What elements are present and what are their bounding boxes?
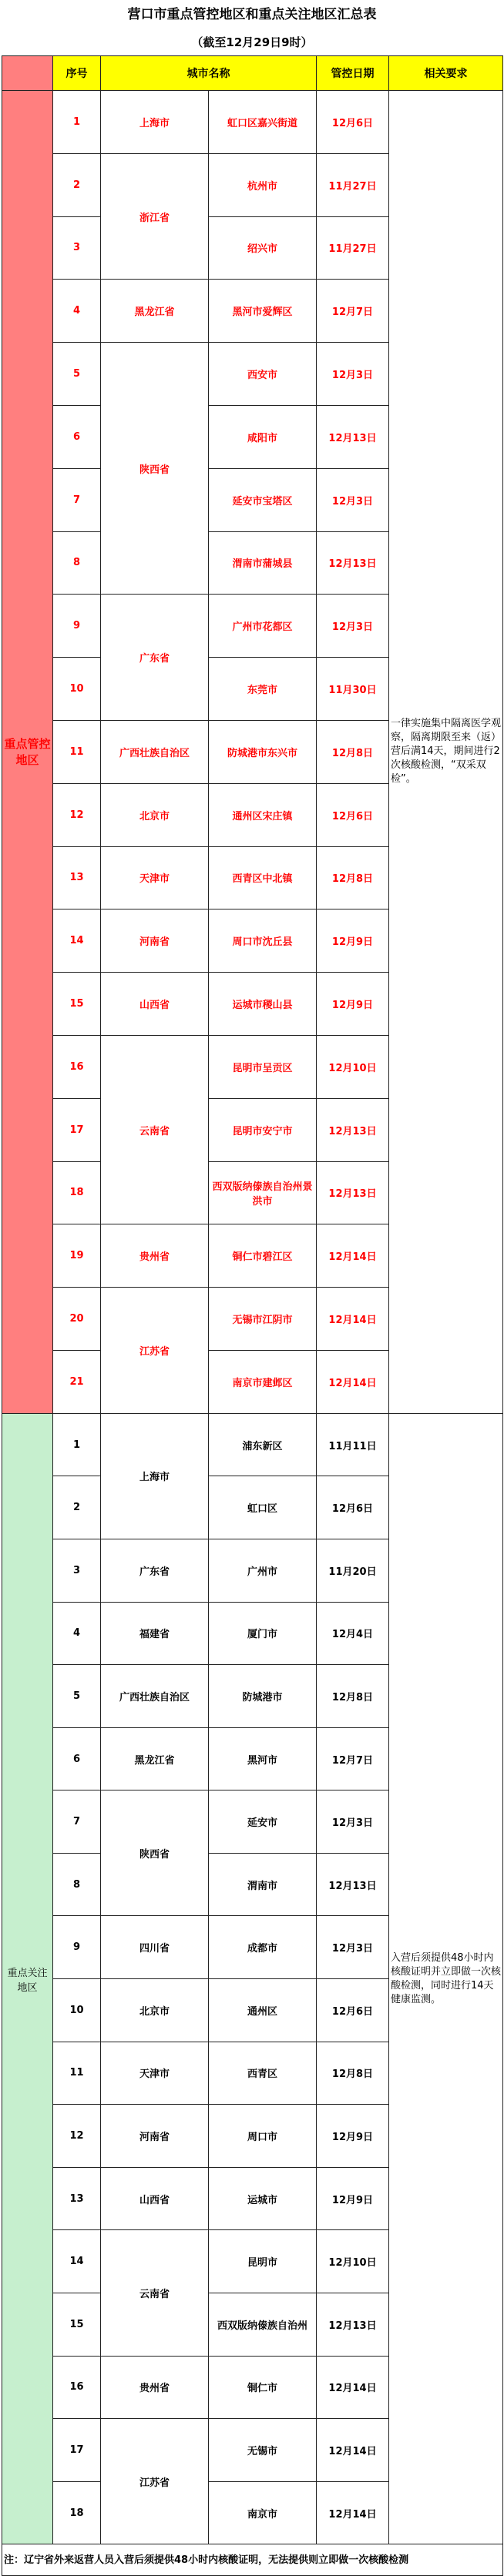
date-cell: 12月4日	[317, 1602, 389, 1665]
row-number: 12	[53, 783, 101, 846]
row-number: 20	[53, 1288, 101, 1351]
city-cell: 厦门市	[209, 1602, 317, 1665]
city-cell: 周口市	[209, 2105, 317, 2168]
city-cell: 咸阳市	[209, 405, 317, 468]
city-cell: 西双版纳傣族自治州景洪市	[209, 1161, 317, 1224]
date-cell: 12月6日	[317, 1476, 389, 1539]
city-cell: 西青区	[209, 2042, 317, 2105]
row-number: 10	[53, 658, 101, 721]
header-city: 城市名称	[101, 56, 317, 91]
date-cell: 11月27日	[317, 216, 389, 280]
province-cell: 广西壮族自治区	[101, 1665, 209, 1728]
city-cell: 南京市建邺区	[209, 1350, 317, 1413]
date-cell: 12月14日	[317, 1224, 389, 1288]
date-cell: 12月10日	[317, 2230, 389, 2293]
date-cell: 12月13日	[317, 1853, 389, 1916]
date-cell: 12月3日	[317, 1790, 389, 1854]
date-cell: 12月9日	[317, 909, 389, 973]
city-cell: 黑河市爱辉区	[209, 280, 317, 343]
city-cell: 西安市	[209, 343, 317, 406]
city-cell: 广州市花都区	[209, 595, 317, 658]
row-number: 14	[53, 909, 101, 973]
row-number: 9	[53, 1916, 101, 1979]
city-cell: 成都市	[209, 1916, 317, 1979]
city-cell: 昆明市呈贡区	[209, 1035, 317, 1098]
province-cell: 天津市	[101, 2042, 209, 2105]
date-cell: 12月8日	[317, 846, 389, 909]
city-cell: 周口市沈丘县	[209, 909, 317, 973]
row-number: 21	[53, 1350, 101, 1413]
date-cell: 12月6日	[317, 783, 389, 846]
province-cell: 天津市	[101, 846, 209, 909]
province-cell: 上海市	[101, 1413, 209, 1539]
city-cell: 西青区中北镇	[209, 846, 317, 909]
row-number: 6	[53, 1727, 101, 1790]
date-cell: 12月14日	[317, 2481, 389, 2544]
date-cell: 12月14日	[317, 2419, 389, 2482]
date-cell: 12月10日	[317, 1035, 389, 1098]
date-cell: 11月27日	[317, 153, 389, 216]
city-cell: 渭南市	[209, 1853, 317, 1916]
city-cell: 通州区	[209, 1979, 317, 2042]
province-cell: 广东省	[101, 1539, 209, 1602]
row-number: 17	[53, 2419, 101, 2482]
date-cell: 12月8日	[317, 720, 389, 783]
date-cell: 12月9日	[317, 973, 389, 1036]
row-number: 13	[53, 846, 101, 909]
date-cell: 12月7日	[317, 280, 389, 343]
date-cell: 12月13日	[317, 531, 389, 595]
row-number: 14	[53, 2230, 101, 2293]
province-cell: 黑龙江省	[101, 280, 209, 343]
province-cell: 四川省	[101, 1916, 209, 1979]
province-cell: 贵州省	[101, 1224, 209, 1288]
province-cell: 陕西省	[101, 1790, 209, 1916]
footnote: 注：辽宁省外来返营人员入营后须提供48小时内核酸证明，无法提供则立即做一次核酸检测	[2, 2544, 503, 2576]
table-header-row	[2, 56, 503, 91]
table-row	[2, 1413, 503, 1476]
date-cell: 12月8日	[317, 1665, 389, 1728]
row-number: 2	[53, 1476, 101, 1539]
row-number: 16	[53, 2356, 101, 2419]
date-cell: 12月9日	[317, 2167, 389, 2230]
province-cell: 福建省	[101, 1602, 209, 1665]
city-cell: 杭州市	[209, 153, 317, 216]
province-cell: 广东省	[101, 595, 209, 721]
row-number: 10	[53, 1979, 101, 2042]
row-number: 11	[53, 2042, 101, 2105]
row-number: 13	[53, 2167, 101, 2230]
province-cell: 山西省	[101, 2167, 209, 2230]
province-cell: 江苏省	[101, 2419, 209, 2544]
province-cell: 北京市	[101, 1979, 209, 2042]
city-cell: 铜仁市碧江区	[209, 1224, 317, 1288]
date-cell: 12月14日	[317, 1288, 389, 1351]
requirements-cell: 一律实施集中隔离医学观察，隔离期限至来（返）营后满14天，期间进行2次核酸检测，“双采双检”。	[389, 91, 503, 1414]
date-cell: 12月6日	[317, 91, 389, 154]
header-no: 序号	[53, 56, 101, 91]
city-cell: 绍兴市	[209, 216, 317, 280]
date-cell: 12月13日	[317, 1161, 389, 1224]
province-cell: 江苏省	[101, 1288, 209, 1414]
date-cell: 12月13日	[317, 405, 389, 468]
province-cell: 河南省	[101, 909, 209, 973]
row-number: 17	[53, 1098, 101, 1161]
row-number: 18	[53, 2481, 101, 2544]
row-number: 4	[53, 280, 101, 343]
province-cell: 浙江省	[101, 153, 209, 280]
page-title: 营口市重点管控地区和重点关注地区汇总表	[127, 7, 377, 22]
row-number: 19	[53, 1224, 101, 1288]
city-cell: 防城港市东兴市	[209, 720, 317, 783]
city-cell: 延安市	[209, 1790, 317, 1854]
city-cell: 虹口区	[209, 1476, 317, 1539]
date-cell: 12月13日	[317, 2293, 389, 2357]
zone-header-cell	[2, 56, 53, 91]
city-cell: 虹口区嘉兴街道	[209, 91, 317, 154]
province-cell: 黑龙江省	[101, 1727, 209, 1790]
row-number: 3	[53, 216, 101, 280]
province-cell: 云南省	[101, 2230, 209, 2356]
city-cell: 西双版纳傣族自治州	[209, 2293, 317, 2357]
province-cell: 云南省	[101, 1035, 209, 1224]
row-number: 8	[53, 1853, 101, 1916]
row-number: 12	[53, 2105, 101, 2168]
city-cell: 昆明市	[209, 2230, 317, 2293]
row-number: 3	[53, 1539, 101, 1602]
row-number: 6	[53, 405, 101, 468]
zone-label-cell: 重点管控地区	[2, 91, 53, 1414]
date-cell: 12月8日	[317, 2042, 389, 2105]
city-cell: 延安市宝塔区	[209, 468, 317, 531]
row-number: 9	[53, 595, 101, 658]
city-cell: 渭南市蒲城县	[209, 531, 317, 595]
date-cell: 12月14日	[317, 1350, 389, 1413]
city-cell: 防城港市	[209, 1665, 317, 1728]
date-cell: 11月30日	[317, 658, 389, 721]
province-cell: 上海市	[101, 91, 209, 154]
city-cell: 南京市	[209, 2481, 317, 2544]
date-cell: 12月3日	[317, 468, 389, 531]
date-cell: 11月11日	[317, 1413, 389, 1476]
city-cell: 昆明市安宁市	[209, 1098, 317, 1161]
row-number: 2	[53, 153, 101, 216]
province-cell: 广西壮族自治区	[101, 720, 209, 783]
date-cell: 12月9日	[317, 2105, 389, 2168]
row-number: 7	[53, 1790, 101, 1854]
city-cell: 东莞市	[209, 658, 317, 721]
zone-label-cell: 重点关注地区	[2, 1413, 53, 2544]
date-cell: 12月3日	[317, 1916, 389, 1979]
city-cell: 黑河市	[209, 1727, 317, 1790]
date-cell: 12月7日	[317, 1727, 389, 1790]
city-cell: 运城市稷山县	[209, 973, 317, 1036]
city-cell: 浦东新区	[209, 1413, 317, 1476]
note-row	[2, 2544, 503, 2576]
province-cell: 山西省	[101, 973, 209, 1036]
row-number: 8	[53, 531, 101, 595]
row-number: 7	[53, 468, 101, 531]
row-number: 16	[53, 1035, 101, 1098]
city-cell: 通州区宋庄镇	[209, 783, 317, 846]
date-cell: 12月14日	[317, 2356, 389, 2419]
date-cell: 12月3日	[317, 595, 389, 658]
row-number: 11	[53, 720, 101, 783]
city-cell: 无锡市江阴市	[209, 1288, 317, 1351]
province-cell: 北京市	[101, 783, 209, 846]
table-row	[2, 91, 503, 154]
header-date: 管控日期	[317, 56, 389, 91]
requirements-cell: 入营后须提供48小时内核酸证明并立即做一次核酸检测，同时进行14天健康监测。	[389, 1413, 503, 2544]
date-cell: 12月6日	[317, 1979, 389, 2042]
row-number: 18	[53, 1161, 101, 1224]
date-cell: 11月20日	[317, 1539, 389, 1602]
city-cell: 无锡市	[209, 2419, 317, 2482]
row-number: 1	[53, 1413, 101, 1476]
page-subtitle: （截至12月29日9时）	[191, 35, 313, 49]
province-cell: 河南省	[101, 2105, 209, 2168]
city-cell: 广州市	[209, 1539, 317, 1602]
header-requirements: 相关要求	[389, 56, 503, 91]
row-number: 1	[53, 91, 101, 154]
row-number: 4	[53, 1602, 101, 1665]
city-cell: 铜仁市	[209, 2356, 317, 2419]
province-cell: 陕西省	[101, 343, 209, 595]
province-cell: 贵州省	[101, 2356, 209, 2419]
row-number: 5	[53, 343, 101, 406]
row-number: 5	[53, 1665, 101, 1728]
date-cell: 12月3日	[317, 343, 389, 406]
summary-table	[2, 55, 503, 2576]
date-cell: 12月13日	[317, 1098, 389, 1161]
row-number: 15	[53, 973, 101, 1036]
row-number: 15	[53, 2293, 101, 2357]
city-cell: 运城市	[209, 2167, 317, 2230]
